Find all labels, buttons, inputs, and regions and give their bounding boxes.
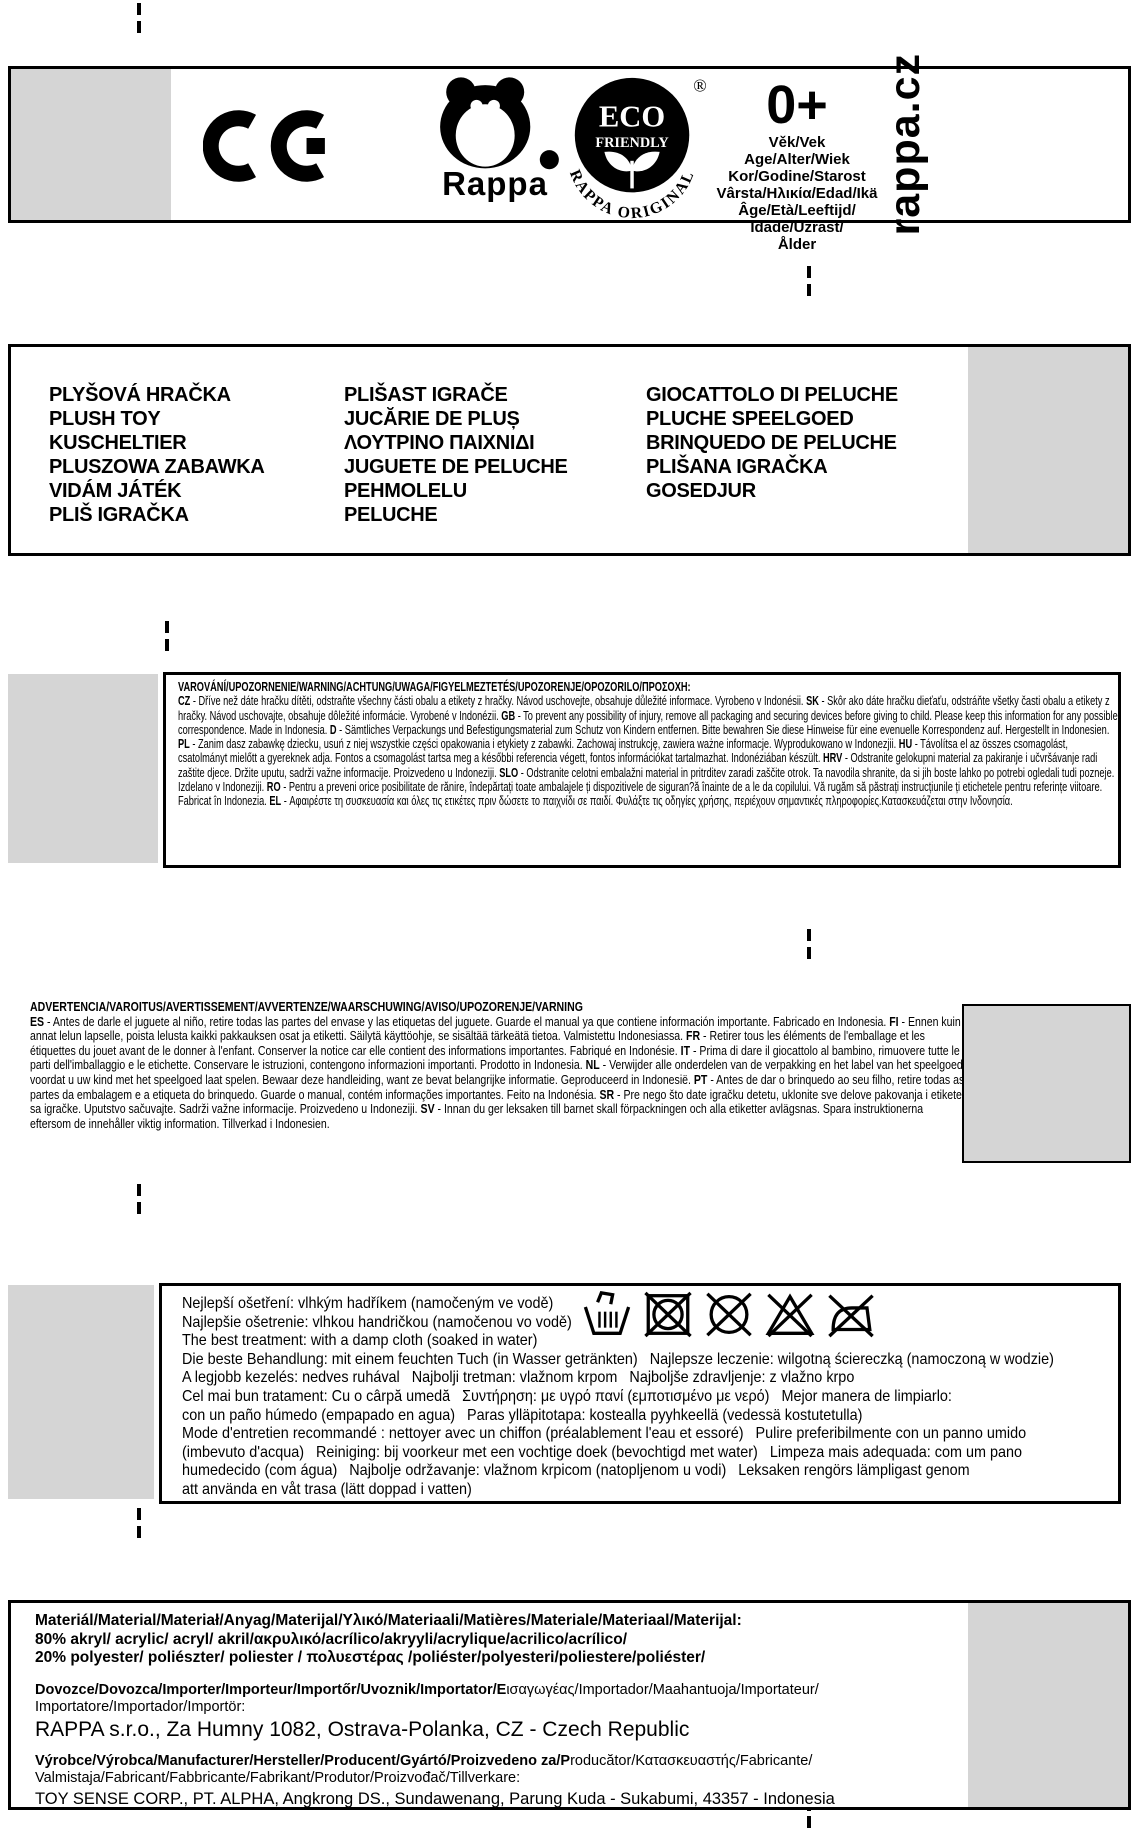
crop-mark [165,639,169,651]
text-line: Vârsta/Ηλικία/Edad/Ikä [716,185,878,202]
age-label-lines [699,134,895,253]
text-line: 80% akryl/ acrylic/ acryl/ akril/ακρυλικό/acrílico/akryyli/acrylique/acrilico/acrílico/ [35,1630,628,1648]
text-line: VIDÁM JÁTÉK [49,480,182,502]
crop-mark [807,1816,811,1828]
text-line: (imbevuto d'acqua) Reiniging: bij voorkeur met een vochtige doek (bevochtigd met water) Limpeza mais adequada: com um pano [182,1443,1022,1461]
warning2-body: ES - Antes de darle el juguete al niño, retire todas las partes del envase y las etiquetas del juguete. Guarde el manual ya que contiene información importante. Fabricado en Indonesia. FI - Ennen kuin annat lelun lapselle, poista lelusta kaikki pakkauksen osat ja etiketti. Säilytä käyttöohje, se sisältää tärkeätä tietoa. Valmistettu Indonesiassa. FR - Retirer tous les éléments de l'emballage et les étiquettes du jouet avant de le donner à l'enfant. Conserver la notice car elle contient des informations importantes. Fabriqué en Indonésie. IT - Prima di dare il giocattolo al bambino, rimuovere tutte le parti dell'imballaggio e le etichette. Conservare le istruzioni, contengono informazioni importanti. Prodotto in Indonesia. NL - Verwijder alle onderdelen van de verpakking en het label van het speelgoed voordat u uw kind met het speelgoed laat spelen. Bewaar deze handleiding, want ze bevat belangrijke informatie. Geproduceerd in Indonesië. PT - Antes de dar o brinquedo ao seu filho, retire todas as partes da embalagem e a etiqueta do brinquedo. Guarde o manual, contém informações importantes. Feito na Indonésia. SR - Pre nego što date igračku detetu, uklonite sve delove pakovanja i etikete sa igračke. Uputstvo sačuvajte. Sadrži važne informacije. Proizvedeno u Indoneziji. SV - Innan du ger leksaken till barnet skall förpackningen och alla etiketter avlägsnas. Spara instruktionerna eftersom de innehåller viktig information. Tillverkad i Indonesien. [30,1013,965,1131]
website-url: rappa.cz [880,53,929,236]
crop-mark [165,621,169,633]
text-line: Ålder [777,236,817,253]
product-names-col1 [49,383,265,527]
crop-mark [137,21,141,33]
crop-mark [137,1526,141,1538]
friendly-text: FRIENDLY [595,134,669,151]
text-line: PLIŠANA IGRAČKA [646,456,828,478]
header-logo-box [8,53,1131,253]
age-recommendation [699,75,895,253]
text-line: Věk/Vek [768,134,826,151]
gray-color-block [11,69,171,220]
text-line: GOSEDJUR [646,480,756,502]
text-line: PLUSH TOY [49,408,161,430]
gray-color-block [968,347,1128,553]
crop-mark [137,1184,141,1196]
importer-address: RAPPA s.r.o., Za Humny 1082, Ostrava-Polanka, CZ - Czech Republic [35,1717,690,1741]
text-line: JUCĂRIE DE PLUȘ [344,408,520,430]
text-line: KUSCHELTIER [49,432,187,454]
gray-color-block [968,1603,1128,1807]
crop-mark [137,1202,141,1214]
crop-mark [807,929,811,941]
manufacturer-address: TOY SENSE CORP., PT. ALPHA, Angkrong DS., Sundawenang, Parung Kuda - Sukabumi, 43357 - Indonesia [35,1789,835,1808]
text-line: GIOCATTOLO DI PELUCHE [646,384,898,406]
text-line: PLUSZOWA ZABAWKA [49,456,265,478]
crop-mark [137,3,141,15]
text-line: Kor/Godine/Starost [728,168,866,185]
text-line: Cel mai bun tratament: Cu o cârpă umedă Συντήρηση: με υγρό πανί (εμποτισμένο με νερό) Mejor manera de limpiarlo: [182,1387,952,1405]
product-names-box [8,344,1131,556]
text-line: Âge/Età/Leeftijd/ [738,202,856,219]
text-line: 20% polyester/ poliészter/ poliester / πολυεστέρας /poliéster/polyesteri/poliestere/poliéster/ [35,1649,706,1666]
text-line: humedecido (com água) Najbolje održavanje: vlažnom krpicom (natopljenom u vodi) Leksaken rengörs lämpligast genom [182,1462,970,1480]
eco-text: ECO [598,99,666,134]
text-line: att använda en våt trasa (lätt doppad i vatten) [182,1480,472,1498]
importer-heading: Dovozce/Dovozca/Importer/Importeur/Importőr/Uvoznik/Importator/Eισαγωγέας/Importador/Maahantuoja/Importateur/ Importatore/Importador/Importör: [35,1681,819,1715]
crop-mark [807,266,811,278]
gray-color-block [8,1285,154,1499]
age-value: 0+ [766,75,828,135]
rappa-wordmark: Rappa [442,165,548,202]
text-line: con un paño húmedo (empapado en agua) Paras ylläpitotapa: kostealla pyyhkeellä (vedessä kostutetulla) [182,1406,863,1424]
crop-mark [807,284,811,296]
material-info-box [8,1600,1131,1810]
care-instructions-text [182,1295,1121,1500]
text-line: Idade/Uzrast/ [750,219,844,236]
text-line: A legjobb kezelés: nedves ruhával Najbolji tretman: vlažnom krpom Najboljše zdravljenje: z vlažno krpo [182,1369,855,1387]
text-line: PELUCHE [344,504,438,526]
product-names-col2 [344,383,568,527]
text-line: Mode d'entretien recommandé : nettoyer avec un chiffon (préalablement l'eau et essoré) Pulire preferibilmente con un panno umido [182,1425,1027,1443]
text-line: Age/Alter/Wiek [744,151,850,168]
text-line: BRINQUEDO DE PELUCHE [646,432,897,454]
registered-symbol: ® [693,75,707,96]
text-line: Nejlepší ošetření: vlhkým hadříkem (namočeným ve vodě) [182,1295,554,1312]
rappa-logo [409,73,581,203]
crop-mark [807,947,811,959]
warning-block-2 [30,1000,970,1131]
gray-color-block [8,674,158,863]
text-line: The best treatment: with a damp cloth (soaked in water) [182,1332,538,1350]
warning1-heading: VAROVÁNÍ/UPOZORNENIE/WARNING/ACHTUNG/UWAGA/FIGYELMEZTETÉS/UPOZORENJE/OPOZORILO/ΠΡΟΣΟΧΗ: [178,679,691,694]
text-line: Die beste Behandlung: mit einem feuchten Tuch (in Wasser getränkten) Najlepsze leczenie: wilgotną ściereczką (namoczoną w wodzie) [182,1350,1054,1368]
text-line: PEHMOLELU [344,480,467,502]
manufacturer-heading: Výrobce/Výrobca/Manufacturer/Hersteller/Producent/Gyártó/Proizvedeno za/Producător/Κατασκευαστής/Fabricante/ Valmistaja/Fabricant/Fabbricante/Fabrikant/Produtor/Proizvođač/Tillverkare: [35,1752,813,1786]
warning2-heading: ADVERTENCIA/VAROITUS/AVERTISSEMENT/AVVERTENZE/WAARSCHUWING/AVISO/UPOZORENJE/VARNING [30,999,583,1014]
product-names-col3 [646,383,898,503]
text-line: ΛΟΥΤΡΙΝΟ ΠΑΙΧΝΙΔΙ [344,432,535,454]
ce-mark-icon [203,107,345,185]
eco-friendly-badge-icon [561,72,709,220]
text-line: Najlepšie ošetrenie: vlhkou handričkou (namočenou vo vodě) [182,1313,572,1331]
care-instructions-box [159,1283,1121,1504]
text-line: PLUCHE SPEELGOED [646,408,854,430]
warning1-body: CZ - Dříve než dáte hračku dítěti, odstraňte všechny části obalu a etikety z hračky. Návod uschovejte, obsahuje důležité informace. Vyrobeno v Indonésii. SK - Skôr ako dáte hračku dieťaťu, odstráňte všetky časti obalu a etikety z hračky. Návod uschovajte, obsahuje dôležité informácie. Vyrobené v Indonézii. GB - To prevent any possibility of injury, remove all packaging and securing devices before giving to child. Please keep this information for any possible correspondence. Made in Indonesia. D - Sämtliches Verpackungs und Befestigungsmaterial zum Schutz von Kindern entfernen. Bitte bewahren Sie diese Hinweise für eine evenuelle Korrespondenz auf. Hergestellt in Indonesien. PL - Zanim dasz zabawkę dziecku, usuń z niej wszystkie części opakowania i etykiety z zabawki. Zachowaj instrukcję, zawiera ważne informacje. Wyprodukowano w Indonezjii. HU - Távolítsa el az összes csomagolást, csatolmányt mielőtt a gyereknek adja. Fontos a csomagolást tartsa meg a későbbi referencia végett, fontos információkat tartalmazhat. Indonéziában készült. HRV - Odstranite gelokupni material za pakiranje i učvršávanje radi zaštite djece. Držite uputu, sadrži važne informacije. Proizvedeno u Indoneziji. SLO - Odstranite celotni embalažni material in pritrditev zaradi zaščite otrok. Ta navodila shranite, da si jih boste lahko po potrebi ogledali tudi pozneje. Izdelano v Indoneziji. RO - Pentru a preveni orice posibilitate de rănire, îndepărtați toate ambalajele ți dispozitivele de siguran?ă înainte de a le da copilului. Vă rugăm să păstrați instrucțiunile ți etichetele pentru referințe viitoare. Fabricat în Indonezia. EL - Αφαιρέστε τη συσκευασία και όλες τις ετικέτες πριν δώσετε το παιχνίδι σε παιδί. Φυλάξτε τις οδηγίες χρήσης, περιέχουν σημαντικές πληροφορίες.Κατασκευάζεται στην Ινδονησία. [178,693,1118,809]
website-vertical [869,53,941,236]
text-line: Materiál/Material/Materiał/Anyag/Materijal/Υλικό/Materiaali/Matières/Materiale/Materiaal/Materijal: [35,1612,742,1629]
gray-color-block [962,1004,1131,1163]
text-line: PLIŠ IGRAČKA [49,504,189,526]
rappa-bear-logo-icon [409,73,577,177]
warning-box-1 [163,672,1121,868]
crop-mark [137,1508,141,1520]
text-line: PLIŠAST IGRAČE [344,384,508,406]
material-composition [35,1612,1128,1668]
text-line: JUGUETE DE PELUCHE [344,456,568,478]
importer-heading-line2: Importatore/Importador/Importör: [35,1698,246,1715]
text-line: PLYŠOVÁ HRAČKA [49,384,231,406]
manufacturer-heading-line2: Valmistaja/Fabricant/Fabbricante/Fabrikant/Produtor/Proizvođač/Tillverkare: [35,1769,521,1786]
eco-arc-text: RAPPA ORIGINAL [565,167,699,220]
